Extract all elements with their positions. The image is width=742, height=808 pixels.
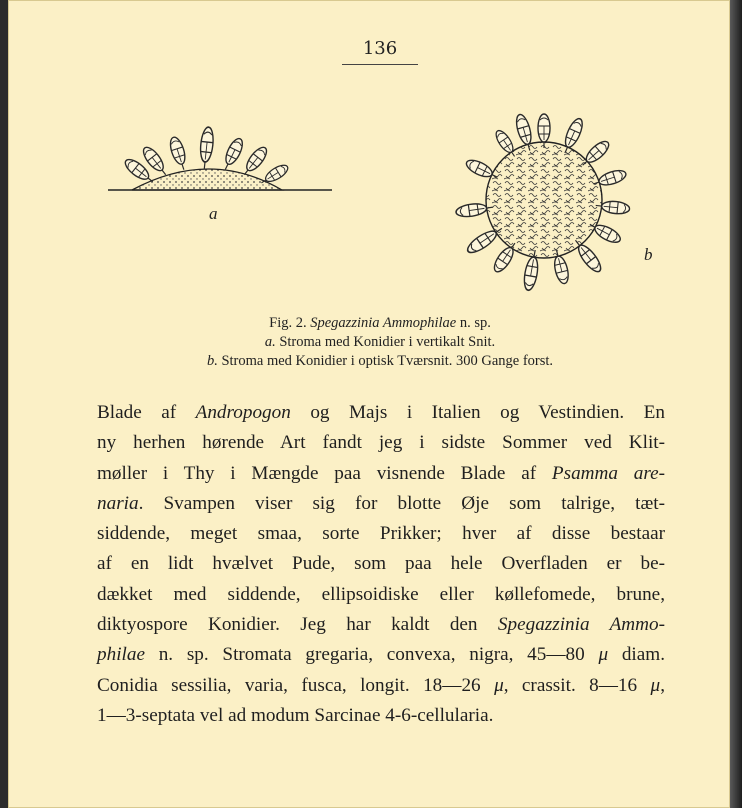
caption-text-a: Stroma med Konidier i vertikalt Snit. <box>279 334 496 350</box>
figure-label-a: a <box>209 204 218 223</box>
genus-name: Andropogon <box>195 402 291 423</box>
body-line <box>97 671 665 701</box>
text-run: diam. <box>608 644 665 666</box>
caption-fig-number: Fig. 2. <box>269 315 307 331</box>
caption-marker-a: a. <box>264 334 276 350</box>
species-name: Spegazzinia Ammo- <box>497 614 666 636</box>
text-run: . Svampen viser sig for blotte Øje som talrige, tæt- <box>138 492 665 514</box>
body-paragraph <box>97 398 665 731</box>
species-name: naria <box>97 492 139 514</box>
text-run: diktyospore Konidier. Jeg har kaldt den <box>97 614 498 636</box>
body-line: dækket med siddende, ellipsoidiske eller køllefomede, brune, <box>97 583 665 605</box>
figure-b-cross-section <box>455 113 630 291</box>
caption-text-b: Stroma med Konidier i optisk Tværsnit. 300 Gange forst. <box>221 353 554 369</box>
caption-line-title <box>96 314 664 333</box>
figure-illustration <box>0 0 742 310</box>
body-line: af en lidt hvælvet Pude, som paa hele Overfladen er be- <box>97 553 665 575</box>
body-line <box>97 610 665 640</box>
caption-line-a <box>96 333 664 352</box>
text-run: Conidia sessilia, varia, fusca, longit. 18—26 <box>97 674 495 696</box>
body-line <box>97 398 665 428</box>
figure-drawing <box>0 0 742 310</box>
figure-label-b: b <box>644 245 653 264</box>
text-run: Blade af <box>97 402 196 423</box>
micron-symbol: μ <box>494 674 504 696</box>
species-name: Psamma are- <box>551 462 666 484</box>
text-run: og Majs i Italien og Vestindien. En <box>290 402 665 423</box>
caption-species: Spegazzinia Ammophilae <box>310 315 457 331</box>
body-line <box>97 489 665 519</box>
body-line: 1—3-septata vel ad modum Sarcinae 4-6-cellularia. <box>97 704 494 726</box>
body-line <box>97 640 665 670</box>
text-run: møller i Thy i Mængde paa visnende Blade af <box>97 462 552 484</box>
figure-a-vertical-section <box>108 127 332 190</box>
body-line <box>97 459 665 489</box>
caption-line-b <box>96 352 664 371</box>
figure-caption <box>96 314 664 371</box>
text-run: n. sp. Stromata gregaria, convexa, nigra, 45—80 <box>144 644 599 666</box>
species-name: philae <box>97 644 145 666</box>
text-run: , <box>660 674 665 696</box>
micron-symbol: μ <box>650 674 661 696</box>
body-line: ny herhen hørende Art fandt jeg i sidste Sommer ved Klit- <box>97 432 665 454</box>
caption-species-suffix: n. sp. <box>459 315 491 331</box>
caption-marker-b: b. <box>206 353 218 369</box>
body-line: siddende, meget smaa, sorte Prikker; hver af disse bestaar <box>97 523 665 545</box>
page-number: 136 <box>362 38 398 59</box>
micron-symbol: μ <box>598 644 609 666</box>
text-run: , crassit. 8—16 <box>503 674 651 696</box>
